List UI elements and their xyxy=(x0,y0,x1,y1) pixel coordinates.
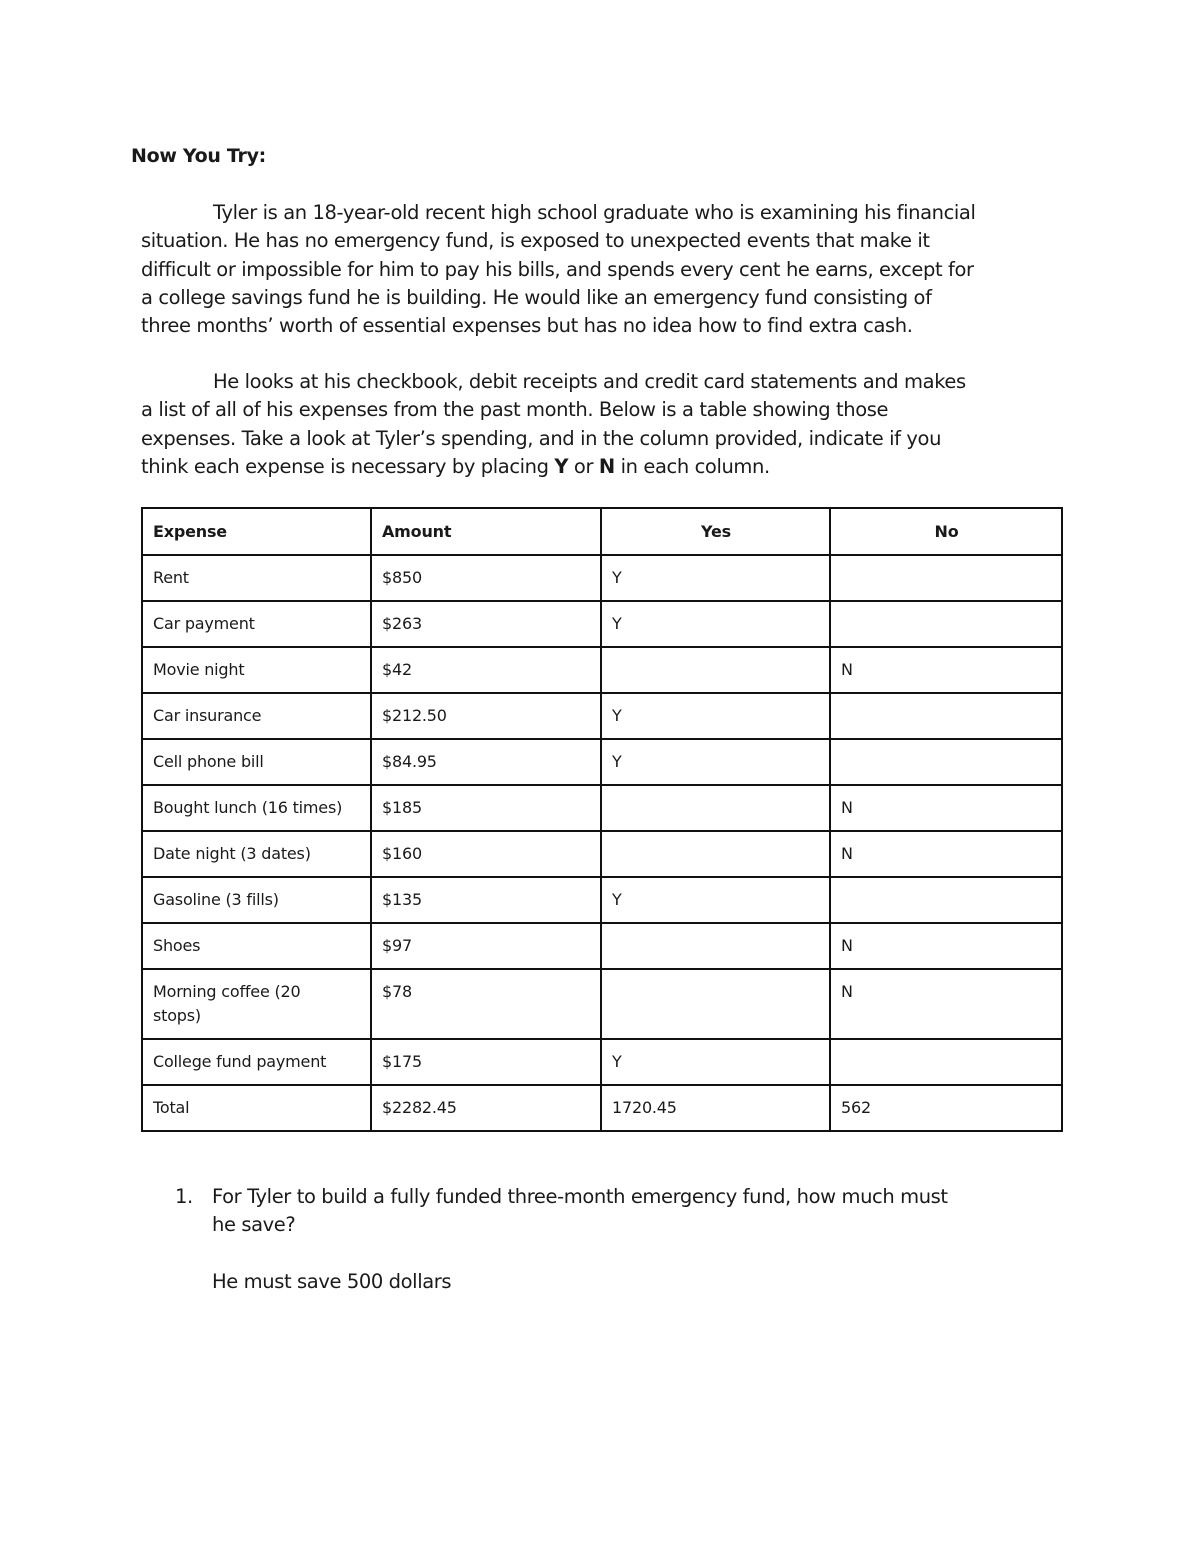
yes-cell: Y xyxy=(601,877,830,923)
question-line: For Tyler to build a fully funded three-month emergency fund, how much must xyxy=(212,1185,948,1208)
paragraph-line: He looks at his checkbook, debit receipts and credit card statements and makes xyxy=(213,370,966,393)
table-row xyxy=(142,831,1062,877)
expense-cell: College fund payment xyxy=(142,1039,371,1085)
paragraph-line: difficult or impossible for him to pay his bills, and spends every cent he earns, except for xyxy=(141,257,974,281)
amount-cell: $175 xyxy=(371,1039,601,1085)
question-text xyxy=(212,1183,1032,1240)
no-cell xyxy=(830,601,1062,647)
amount-cell: $97 xyxy=(371,923,601,969)
paragraph-line: situation. He has no emergency fund, is exposed to unexpected events that make it xyxy=(141,229,930,253)
yes-cell xyxy=(601,923,830,969)
table-row xyxy=(142,555,1062,601)
amount-cell: $850 xyxy=(371,555,601,601)
paragraph-text: think each expense is necessary by placing xyxy=(141,454,555,478)
header-expense: Expense xyxy=(142,508,371,555)
yes-cell: Y xyxy=(601,555,830,601)
amount-cell: $2282.45 xyxy=(371,1085,601,1131)
question-line: he save? xyxy=(212,1213,296,1237)
paragraph-text: in each column. xyxy=(614,454,770,478)
expense-cell: Date night (3 dates) xyxy=(142,831,371,877)
yes-cell xyxy=(601,969,830,1039)
no-cell xyxy=(830,739,1062,785)
yes-cell: Y xyxy=(601,693,830,739)
bold-y: Y xyxy=(554,454,569,478)
expense-line: Morning coffee (20 xyxy=(153,982,301,1001)
no-cell: N xyxy=(830,785,1062,831)
header-amount: Amount xyxy=(371,508,601,555)
table-row xyxy=(142,1039,1062,1085)
table-row xyxy=(142,647,1062,693)
paragraph-line: a college savings fund he is building. He would like an emergency fund consisting of xyxy=(141,285,932,309)
answer-text: He must save 500 dollars xyxy=(212,1270,452,1293)
section-heading: Now You Try: xyxy=(131,145,266,167)
amount-cell: $135 xyxy=(371,877,601,923)
paragraph-line: expenses. Take a look at Tyler’s spending, and in the column provided, indicate if you xyxy=(141,426,942,450)
paragraph-line: a list of all of his expenses from the past month. Below is a table showing those xyxy=(141,398,889,422)
table-row xyxy=(142,923,1062,969)
no-cell: N xyxy=(830,969,1062,1039)
amount-cell: $42 xyxy=(371,647,601,693)
expense-cell: Car insurance xyxy=(142,693,371,739)
yes-cell xyxy=(601,647,830,693)
yes-cell: Y xyxy=(601,739,830,785)
no-cell: N xyxy=(830,923,1062,969)
instructions-paragraph xyxy=(141,368,1041,481)
expense-cell: Rent xyxy=(142,555,371,601)
no-cell: N xyxy=(830,647,1062,693)
no-cell xyxy=(830,1039,1062,1085)
expense-cell: Cell phone bill xyxy=(142,739,371,785)
expenses-table xyxy=(141,507,1063,1132)
expense-cell: Car payment xyxy=(142,601,371,647)
table-row xyxy=(142,969,1062,1039)
no-cell xyxy=(830,693,1062,739)
yes-cell: Y xyxy=(601,601,830,647)
amount-cell: $84.95 xyxy=(371,739,601,785)
no-cell xyxy=(830,877,1062,923)
no-cell: N xyxy=(830,831,1062,877)
yes-cell: 1720.45 xyxy=(601,1085,830,1131)
amount-cell: $185 xyxy=(371,785,601,831)
yes-cell: Y xyxy=(601,1039,830,1085)
expense-cell: Movie night xyxy=(142,647,371,693)
question-number: 1. xyxy=(175,1185,193,1208)
expense-cell: Bought lunch (16 times) xyxy=(142,785,371,831)
table-row xyxy=(142,785,1062,831)
expense-line: stops) xyxy=(153,1006,201,1025)
yes-cell xyxy=(601,831,830,877)
paragraph-line xyxy=(141,453,1041,481)
expense-cell: Total xyxy=(142,1085,371,1131)
expense-cell: Gasoline (3 fills) xyxy=(142,877,371,923)
amount-cell: $160 xyxy=(371,831,601,877)
yes-cell xyxy=(601,785,830,831)
amount-cell: $263 xyxy=(371,601,601,647)
table-header-row xyxy=(142,508,1062,555)
paragraph-line: three months’ worth of essential expenses but has no idea how to find extra cash. xyxy=(141,314,913,338)
bold-n: N xyxy=(598,454,615,478)
expense-cell xyxy=(142,969,371,1039)
table-row xyxy=(142,739,1062,785)
intro-paragraph xyxy=(141,199,1041,340)
header-no: No xyxy=(830,508,1062,555)
amount-cell: $78 xyxy=(371,969,601,1039)
no-cell: 562 xyxy=(830,1085,1062,1131)
paragraph-line: Tyler is an 18-year-old recent high school graduate who is examining his financial xyxy=(213,201,976,224)
table-row xyxy=(142,601,1062,647)
no-cell xyxy=(830,555,1062,601)
table-row xyxy=(142,693,1062,739)
paragraph-text: or xyxy=(568,454,599,478)
amount-cell: $212.50 xyxy=(371,693,601,739)
table-total-row xyxy=(142,1085,1062,1131)
expense-cell: Shoes xyxy=(142,923,371,969)
header-yes: Yes xyxy=(601,508,830,555)
table-row xyxy=(142,877,1062,923)
